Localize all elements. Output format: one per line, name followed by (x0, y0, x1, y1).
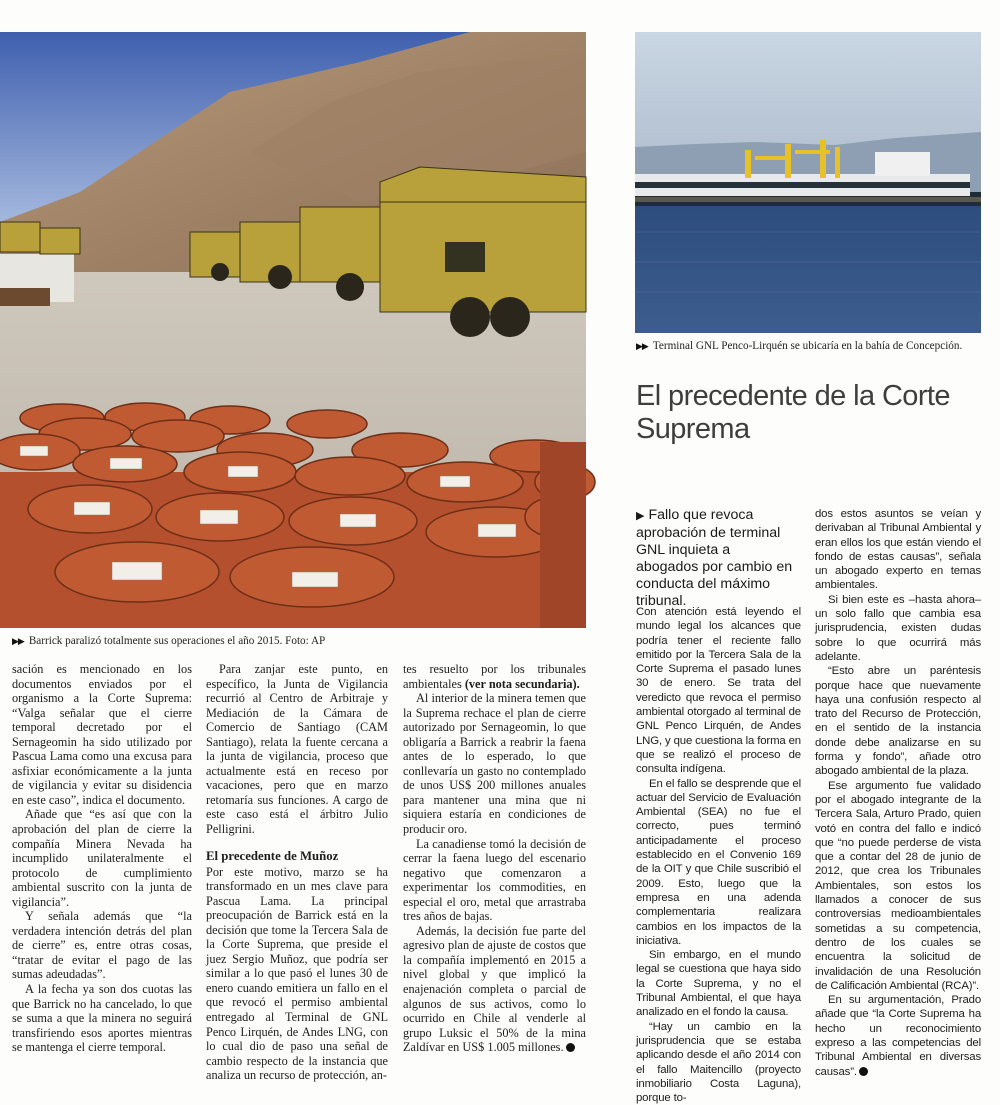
terminal-photo (635, 32, 981, 333)
paragraph: En su argumentación, Prado añade que “la Corte Suprema ha hecho un reconocimiento expreso a las competencias del Tribunal Ambiental en diversas causas”. (815, 994, 981, 1078)
mine-photo (0, 32, 586, 628)
paragraph: Añade que “es así que con la aprobación del plan de cierre la compañía Minera Nevada ha incumplido unilateralmente el protocolo de cumplimiento ambiental suscrito con la junta de vigilancia”. (12, 807, 192, 909)
secondary-headline: El precedente de la Corte Suprema (636, 380, 950, 445)
paragraph: sación es mencionado en los documentos enviados por el organismo a la Corte Suprema: “Valga señalar que el cierre temporal decretado por el Sernageomin ha sido utilizado por Pascua Lama como una excusa para asfixiar económicamente a la junta de vigilancia y evitar su disidencia en este caso”, indica el documento. (12, 662, 192, 807)
paragraph: En el fallo se desprende que el actuar del Servicio de Evaluación Ambiental (SEA) no fue el correcto, pues terminó anticipadamente el proceso establecido en el Convenio 169 de la OIT y que Chile suscribió el 2009. Esto, luego que la empresa en una adenda complementaria realizara cambios en los impactos de la iniciativa. (636, 777, 801, 947)
terminal-photo-caption: ▶▶ Terminal GNL Penco-Lirquén se ubicaría en la bahía de Concepción. (636, 340, 963, 352)
paragraph: Ese argumento fue validado por el abogado integrante de la Tercera Sala, Arturo Prado, quien votó en contra del fallo e indicó que “no puede perderse de vista que a contar del 28 de junio de 2012, que crea los Tribunales Ambientales, son estos los llamados a conocer de sus controversias medioambientales sometidas a su competencia, dentro de los cuales se encuentra la solicitud de invalidación de una Resolución de Calificación Ambiental (RCA)”. (815, 779, 981, 992)
paragraph: A la fecha ya son dos cuotas las que Barrick no ha cancelado, lo que se suma a que la minera no seguirá transfiriendo esos aportes mientras se mantenga el cierre temporal. (12, 982, 192, 1055)
caption-arrow-icon: ▶▶ (636, 341, 648, 351)
paragraph: Con atención está leyendo el mundo legal los alcances que podría tener el reciente fallo emitido por la Tercera Sala de la Corte Suprema el pasado lunes 30 de enero. Se trata del veredicto que revoca el permiso ambiental otorgado al terminal de GNL Penco Lirquén, de Andes LNG, y que cuestiona la forma en que se realizó el proceso de consulta indígena. (636, 606, 801, 776)
mine-photo-caption: ▶▶ Barrick paralizó totalmente sus operaciones el año 2015. Foto: AP (12, 635, 326, 647)
terminal-photo-illustration (635, 32, 981, 333)
paragraph: “Esto abre un paréntesis porque hace que nuevamente haya una confusión respecto al trato del Recurso de Protección, en el sentido de la instancia donde debe analizarse en su forma y fondo”, añade otro abogado ambiental de la plaza. (815, 665, 981, 778)
main-column-2 (206, 662, 388, 1083)
main-column-3 (403, 662, 586, 1055)
paragraph: tes resuelto por los tribunales ambientales (ver nota secundaria). (403, 662, 586, 691)
cross-reference: (ver nota secundaria). (464, 676, 580, 691)
caption-arrow-icon: ▶▶ (12, 636, 24, 646)
subheading: El precedente de Muñoz (206, 848, 339, 863)
secondary-column-1 (636, 605, 801, 1105)
paragraph: Sin embargo, en el mundo legal se cuestiona que haya sido la Corte Suprema, y no el Tribunal Ambiental, el que haya analizado en el fondo la causa. (636, 949, 801, 1019)
secondary-deck: ▶ Fallo que revoca aprobación de terminal GNL inquieta a abogados por cambio en conducta del máximo tribunal. (636, 507, 793, 609)
secondary-column-2 (815, 507, 981, 1079)
paragraph: dos estos asuntos se veían y derivaban al Tribunal Ambiental y eran ellos los que están viendo el fondo de estas causas”, señala un abogado experto en temas ambientales. (815, 508, 981, 592)
main-column-1 (12, 662, 192, 1055)
paragraph: Además, la decisión fue parte del agresivo plan de ajuste de costos que la compañía implementó en 2015 a nivel global y que implicó la enajenación completa o parcial de algunos de sus activos, como lo ocurrido en Chile al venderle al grupo Luksic el 50% de la mina Zaldívar en US$ 1.005 millones. (403, 923, 586, 1055)
paragraph: Y señala además que “la verdadera intención detrás del plan de cierre” es, entre otras cosas, “tratar de evitar el pago de las sumas adeudadas”. (12, 909, 192, 982)
paragraph: “Hay un cambio en la jurisprudencia que se estaba aplicando desde el año 2014 con el fallo Maitencillo (proyecto inmobiliario Costa Laguna), porque to- (636, 1020, 801, 1105)
paragraph: La canadiense tomó la decisión de cerrar la faena luego del escenario negativo que comenzaron a experimentar los commodities, en especial el oro, metal que arrastraba tres años de bajas. (403, 836, 586, 924)
end-of-article-icon (859, 1067, 868, 1076)
paragraph: Si bien este es –hasta ahora– un solo fallo que cambia esa jurisprudencia, existen dudas sobre lo que ocurrirá más adelante. (815, 593, 981, 663)
deck-arrow-icon: ▶ (636, 510, 645, 522)
mine-photo-illustration (0, 32, 586, 628)
paragraph: Para zanjar este punto, en específico, la Junta de Vigilancia recurrió al Centro de Arbitraje y Mediación de la Cámara de Comercio de Santiago (CAM Santiago), relata la fuente cercana a la junta de vigilancia, proceso que actualmente está en receso por vacaciones, pero que en marzo retomaría sus funciones. A cargo de este caso está el árbitro Julio Pelligrini. (206, 662, 388, 837)
paragraph: Por este motivo, marzo se ha transformado en un mes clave para Pascua Lama. La principal preocupación de Barrick está en la decisión que tome la Tercera Sala de la Corte Suprema, que preside el juez Sergio Muñoz, que podría ser similar a lo que pasó el lunes 30 de enero cuando emitiera un fallo en el que revocó el permiso ambiental entregado al Terminal de GNL Penco Lirquén, de Andes LNG, con lo cual dio de paso una señal de cambio respecto de la instancia que analiza un recurso de protección, an- (206, 864, 388, 1083)
paragraph: Al interior de la minera temen que la Suprema rechace el plan de cierre autorizado por Sernageomin, lo que obligaría a Barrick a reabrir la faena antes de lo esperado, lo que conllevaría un gasto no contemplado de unos US$ 200 millones anuales para mantener una mina que ni siquiera estaría en condiciones de producir oro. (403, 691, 586, 837)
end-of-article-icon (566, 1043, 575, 1052)
